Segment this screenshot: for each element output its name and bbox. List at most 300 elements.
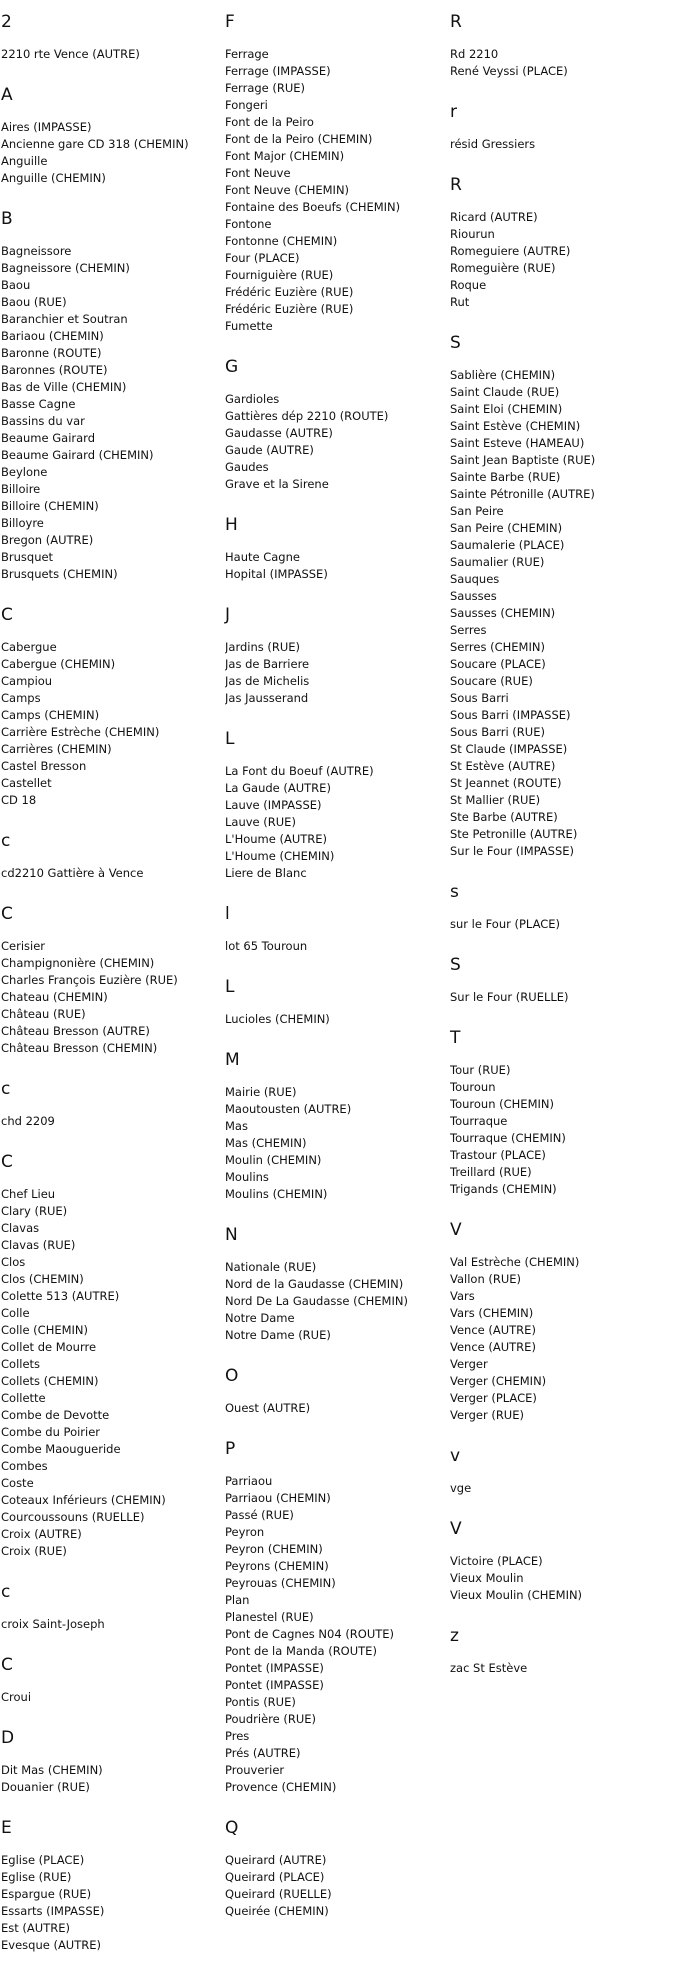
street-entry: Font Neuve (CHEMIN) xyxy=(225,183,350,197)
letter-heading: S xyxy=(450,333,461,353)
street-entry: La Font du Boeuf (AUTRE) xyxy=(225,764,374,778)
street-entry: Peyrouas (CHEMIN) xyxy=(225,1576,336,1590)
letter-heading: c xyxy=(1,831,11,851)
street-list xyxy=(225,1011,445,1028)
letter-heading: l xyxy=(225,904,230,924)
street-entry: Lucioles (CHEMIN) xyxy=(225,1012,330,1026)
letter-group xyxy=(1,831,221,882)
street-entry: Passé (RUE) xyxy=(225,1508,294,1522)
letter-group xyxy=(1,1728,221,1796)
street-entry: Anguille (CHEMIN) xyxy=(1,171,106,185)
street-entry: Baronnes (ROUTE) xyxy=(1,363,108,377)
street-entry: Pontet (IMPASSE) xyxy=(225,1661,324,1675)
letter-heading: L xyxy=(225,977,235,997)
street-list xyxy=(225,1852,445,1920)
street-entry: Pont de la Manda (ROUTE) xyxy=(225,1644,377,1658)
street-entry: Aires (IMPASSE) xyxy=(1,120,92,134)
letter-heading: 2 xyxy=(1,12,12,32)
street-entry: Touroun xyxy=(450,1080,496,1094)
letter-heading: S xyxy=(450,955,461,975)
letter-heading: C xyxy=(1,1655,13,1675)
street-entry: Peyron (CHEMIN) xyxy=(225,1542,323,1556)
street-entry: Clary (RUE) xyxy=(1,1204,68,1218)
street-entry: Trigands (CHEMIN) xyxy=(450,1182,557,1196)
street-entry: CD 18 xyxy=(1,793,37,807)
street-entry: Baronne (ROUTE) xyxy=(1,346,102,360)
street-entry: Colette 513 (AUTRE) xyxy=(1,1289,120,1303)
street-entry: Gaudes xyxy=(225,460,269,474)
street-list xyxy=(450,916,670,933)
street-entry: Victoire (PLACE) xyxy=(450,1554,543,1568)
street-entry: Frédéric Euzière (RUE) xyxy=(225,302,354,316)
street-entry: Sainte Barbe (RUE) xyxy=(450,470,561,484)
letter-group xyxy=(450,882,670,933)
street-entry: Champignonière (CHEMIN) xyxy=(1,956,155,970)
street-entry: Combe de Devotte xyxy=(1,1408,110,1422)
street-entry: Touroun (CHEMIN) xyxy=(450,1097,554,1111)
letter-heading: O xyxy=(225,1366,239,1386)
street-entry: cd2210 Gattière à Vence xyxy=(1,866,144,880)
street-entry: Font Major (CHEMIN) xyxy=(225,149,345,163)
letter-group xyxy=(450,1446,670,1497)
street-entry: Saint Esteve (HAMEAU) xyxy=(450,436,585,450)
street-entry: Collette xyxy=(1,1391,46,1405)
street-entry: Verger (RUE) xyxy=(450,1408,524,1422)
street-entry: Romeguiere (AUTRE) xyxy=(450,244,571,258)
street-entry: Combe Maougueride xyxy=(1,1442,121,1456)
street-entry: Nord de la Gaudasse (CHEMIN) xyxy=(225,1277,404,1291)
street-entry: Pres xyxy=(225,1729,250,1743)
street-list xyxy=(1,243,221,583)
street-entry: zac St Estève xyxy=(450,1661,528,1675)
street-entry: Riourun xyxy=(450,227,495,241)
street-entry: Queirée (CHEMIN) xyxy=(225,1904,329,1918)
letter-heading: V xyxy=(450,1220,462,1240)
street-entry: Haute Cagne xyxy=(225,550,300,564)
street-entry: Bariaou (CHEMIN) xyxy=(1,329,104,343)
street-list xyxy=(225,938,445,955)
letter-heading: c xyxy=(1,1582,11,1602)
street-entry: St Jeannet (ROUTE) xyxy=(450,776,562,790)
street-entry: Queirard (RUELLE) xyxy=(225,1887,332,1901)
street-entry: Coste xyxy=(1,1476,34,1490)
street-entry: Dit Mas (CHEMIN) xyxy=(1,1763,103,1777)
street-entry: Ferrage xyxy=(225,47,269,61)
street-entry: Lauve (IMPASSE) xyxy=(225,798,322,812)
street-entry: Château Bresson (AUTRE) xyxy=(1,1024,150,1038)
letter-group xyxy=(1,1582,221,1633)
letter-group xyxy=(225,1439,445,1796)
street-list xyxy=(225,763,445,882)
street-entry: Brusquets (CHEMIN) xyxy=(1,567,118,581)
street-entry: Rut xyxy=(450,295,470,309)
letter-group xyxy=(225,1366,445,1417)
letter-heading: s xyxy=(450,882,459,902)
street-entry: Sur le Four (IMPASSE) xyxy=(450,844,575,858)
letter-group xyxy=(450,102,670,153)
street-entry: Ste Barbe (AUTRE) xyxy=(450,810,558,824)
street-entry: Verger (PLACE) xyxy=(450,1391,537,1405)
letter-group xyxy=(225,977,445,1028)
street-entry: Coteaux Inférieurs (CHEMIN) xyxy=(1,1493,166,1507)
letter-heading: z xyxy=(450,1626,459,1646)
street-entry: Parriaou (CHEMIN) xyxy=(225,1491,331,1505)
street-entry: Brusquet xyxy=(1,550,54,564)
street-entry: Croui xyxy=(1,1690,32,1704)
letter-heading: E xyxy=(1,1818,12,1838)
letter-heading: C xyxy=(1,605,13,625)
letter-heading: G xyxy=(225,357,239,377)
street-entry: Collets xyxy=(1,1357,41,1371)
street-entry: La Gaude (AUTRE) xyxy=(225,781,331,795)
street-entry: Vallon (RUE) xyxy=(450,1272,522,1286)
letter-group xyxy=(225,357,445,493)
street-entry: Croix (RUE) xyxy=(1,1544,67,1558)
street-entry: Soucare (PLACE) xyxy=(450,657,546,671)
letter-heading: R xyxy=(450,12,462,32)
street-entry: Bagneissore xyxy=(1,244,72,258)
street-entry: Douanier (RUE) xyxy=(1,1780,90,1794)
street-entry: Baou xyxy=(1,278,31,292)
street-entry: Fongeri xyxy=(225,98,268,112)
street-entry: Sous Barri (IMPASSE) xyxy=(450,708,571,722)
letter-heading: Q xyxy=(225,1818,239,1838)
street-entry: Nationale (RUE) xyxy=(225,1260,317,1274)
street-entry: Collet de Mourre xyxy=(1,1340,97,1354)
street-entry: Bassins du var xyxy=(1,414,85,428)
street-entry: Chateau (CHEMIN) xyxy=(1,990,108,1004)
street-entry: Gaudasse (AUTRE) xyxy=(225,426,333,440)
street-entry: Castel Bresson xyxy=(1,759,87,773)
street-entry: croix Saint-Joseph xyxy=(1,1617,105,1631)
street-entry: Grave et la Sirene xyxy=(225,477,329,491)
letter-group xyxy=(1,1818,221,1954)
street-entry: Rd 2210 xyxy=(450,47,499,61)
street-entry: Tourraque xyxy=(450,1114,508,1128)
letter-group xyxy=(450,1028,670,1198)
street-entry: Jardins (RUE) xyxy=(225,640,301,654)
street-entry: Camps (CHEMIN) xyxy=(1,708,100,722)
letter-group xyxy=(225,904,445,955)
letter-group xyxy=(450,1519,670,1604)
letter-group xyxy=(1,904,221,1057)
street-entry: Nord De La Gaudasse (CHEMIN) xyxy=(225,1294,408,1308)
letter-group xyxy=(225,1818,445,1920)
street-entry: Sur le Four (RUELLE) xyxy=(450,990,569,1004)
street-entry: Moulins xyxy=(225,1170,269,1184)
letter-group xyxy=(450,1220,670,1424)
street-list xyxy=(225,549,445,583)
street-entry: Clos (CHEMIN) xyxy=(1,1272,84,1286)
street-entry: Sauques xyxy=(450,572,500,586)
street-entry: Saumalerie (PLACE) xyxy=(450,538,565,552)
street-entry: Ouest (AUTRE) xyxy=(225,1401,311,1415)
street-entry: Moulin (CHEMIN) xyxy=(225,1153,322,1167)
street-list xyxy=(1,865,221,882)
letter-group xyxy=(225,729,445,882)
letter-heading: r xyxy=(450,102,457,122)
street-entry: L'Houme (AUTRE) xyxy=(225,832,328,846)
street-entry: Cabergue (CHEMIN) xyxy=(1,657,116,671)
street-list xyxy=(450,136,670,153)
street-entry: Saint Claude (RUE) xyxy=(450,385,560,399)
street-entry: Font de la Peiro (CHEMIN) xyxy=(225,132,373,146)
street-entry: Beylone xyxy=(1,465,48,479)
street-entry: Saint Estève (CHEMIN) xyxy=(450,419,581,433)
street-entry: Sablière (CHEMIN) xyxy=(450,368,556,382)
street-entry: Mas (CHEMIN) xyxy=(225,1136,307,1150)
letter-group xyxy=(1,605,221,809)
street-list xyxy=(450,1553,670,1604)
letter-group xyxy=(450,12,670,80)
street-list xyxy=(450,1480,670,1497)
street-entry: St Mallier (RUE) xyxy=(450,793,541,807)
letter-heading: C xyxy=(1,1152,13,1172)
street-entry: Clos xyxy=(1,1255,26,1269)
street-entry: Essarts (IMPASSE) xyxy=(1,1904,105,1918)
letter-heading: D xyxy=(1,1728,15,1748)
street-entry: Queirard (PLACE) xyxy=(225,1870,325,1884)
street-entry: Vars (CHEMIN) xyxy=(450,1306,534,1320)
street-entry: Saint Eloi (CHEMIN) xyxy=(450,402,563,416)
street-entry: Gattières dép 2210 (ROUTE) xyxy=(225,409,389,423)
street-entry: René Veyssi (PLACE) xyxy=(450,64,568,78)
letter-group xyxy=(450,1626,670,1677)
street-entry: Soucare (RUE) xyxy=(450,674,533,688)
letter-group xyxy=(1,1079,221,1130)
street-list xyxy=(1,1113,221,1130)
street-entry: Pontet (IMPASSE) xyxy=(225,1678,324,1692)
street-entry: Combes xyxy=(1,1459,48,1473)
street-entry: Mas xyxy=(225,1119,248,1133)
street-entry: Colle xyxy=(1,1306,30,1320)
street-entry: Basse Cagne xyxy=(1,397,76,411)
street-entry: Ferrage (RUE) xyxy=(225,81,306,95)
street-list xyxy=(1,1852,221,1954)
street-entry: Font de la Peiro xyxy=(225,115,314,129)
street-entry: Est (AUTRE) xyxy=(1,1921,70,1935)
street-entry: Lauve (RUE) xyxy=(225,815,296,829)
street-entry: Beaume Gairard (CHEMIN) xyxy=(1,448,154,462)
letter-group xyxy=(225,605,445,707)
street-entry: Billoyre xyxy=(1,516,44,530)
street-entry: Notre Dame (RUE) xyxy=(225,1328,331,1342)
street-entry: Poudrière (RUE) xyxy=(225,1712,317,1726)
street-entry: Trastour (PLACE) xyxy=(450,1148,546,1162)
street-entry: Vieux Moulin (CHEMIN) xyxy=(450,1588,583,1602)
street-entry: Roque xyxy=(450,278,487,292)
street-entry: Castellet xyxy=(1,776,52,790)
letter-group xyxy=(450,333,670,860)
street-list xyxy=(450,989,670,1006)
letter-heading: J xyxy=(225,605,231,625)
letter-heading: B xyxy=(1,209,13,229)
street-entry: Ferrage (IMPASSE) xyxy=(225,64,331,78)
street-entry: Saumalier (RUE) xyxy=(450,555,545,569)
street-entry: Notre Dame xyxy=(225,1311,295,1325)
street-entry: Eglise (RUE) xyxy=(1,1870,72,1884)
letter-heading: M xyxy=(225,1050,240,1070)
street-entry: Sausses (CHEMIN) xyxy=(450,606,556,620)
street-entry: Bregon (AUTRE) xyxy=(1,533,94,547)
street-list xyxy=(225,1259,445,1344)
street-list xyxy=(1,1616,221,1633)
street-entry: Gaude (AUTRE) xyxy=(225,443,314,457)
street-entry: Fontonne (CHEMIN) xyxy=(225,234,338,248)
street-entry: Frédéric Euzière (RUE) xyxy=(225,285,354,299)
street-list xyxy=(1,1689,221,1706)
street-entry: Baranchier et Soutran xyxy=(1,312,128,326)
street-entry: Liere de Blanc xyxy=(225,866,307,880)
street-entry: Sausses xyxy=(450,589,497,603)
street-entry: Sainte Pétronille (AUTRE) xyxy=(450,487,595,501)
street-entry: Colle (CHEMIN) xyxy=(1,1323,89,1337)
street-entry: Chef Lieu xyxy=(1,1187,56,1201)
street-list xyxy=(1,119,221,187)
street-entry: Cerisier xyxy=(1,939,46,953)
street-entry: vge xyxy=(450,1481,472,1495)
street-entry: Plan xyxy=(225,1593,250,1607)
street-entry: Queirard (AUTRE) xyxy=(225,1853,327,1867)
index-column-3 xyxy=(450,0,670,1677)
street-entry: Cabergue xyxy=(1,640,57,654)
letter-group xyxy=(450,175,670,311)
street-entry: Jas de Michelis xyxy=(225,674,310,688)
letter-group xyxy=(225,12,445,335)
letter-group xyxy=(1,1152,221,1560)
street-entry: Prés (AUTRE) xyxy=(225,1746,301,1760)
street-entry: Font Neuve xyxy=(225,166,291,180)
street-entry: Jas de Barriere xyxy=(225,657,310,671)
street-entry: Jas Jausserand xyxy=(225,691,309,705)
street-entry: Evesque (AUTRE) xyxy=(1,1938,101,1952)
street-list xyxy=(450,209,670,311)
street-list xyxy=(1,938,221,1057)
street-list xyxy=(450,46,670,80)
street-entry: Château Bresson (CHEMIN) xyxy=(1,1041,158,1055)
street-entry: Vence (AUTRE) xyxy=(450,1340,536,1354)
street-entry: Mairie (RUE) xyxy=(225,1085,297,1099)
street-entry: Treillard (RUE) xyxy=(450,1165,532,1179)
letter-heading: P xyxy=(225,1439,236,1459)
street-entry: Croix (AUTRE) xyxy=(1,1527,82,1541)
street-entry: Ancienne gare CD 318 (CHEMIN) xyxy=(1,137,189,151)
letter-heading: v xyxy=(450,1446,461,1466)
street-entry: San Peire (CHEMIN) xyxy=(450,521,563,535)
street-entry: Serres xyxy=(450,623,487,637)
street-entry: Clavas (RUE) xyxy=(1,1238,76,1252)
letter-group xyxy=(225,1050,445,1203)
street-entry: Planestel (RUE) xyxy=(225,1610,314,1624)
street-entry: L'Houme (CHEMIN) xyxy=(225,849,335,863)
street-entry: Provence (CHEMIN) xyxy=(225,1780,337,1794)
street-entry: Baou (RUE) xyxy=(1,295,67,309)
street-entry: Combe du Poirier xyxy=(1,1425,101,1439)
street-entry: Tourraque (CHEMIN) xyxy=(450,1131,566,1145)
street-entry: Billoire (CHEMIN) xyxy=(1,499,99,513)
letter-group xyxy=(225,1225,445,1344)
street-entry: Tour (RUE) xyxy=(450,1063,511,1077)
street-entry: Pont de Cagnes N04 (ROUTE) xyxy=(225,1627,395,1641)
street-entry: Maoutousten (AUTRE) xyxy=(225,1102,352,1116)
street-entry: Fumette xyxy=(225,319,273,333)
street-entry: Carrières (CHEMIN) xyxy=(1,742,112,756)
street-entry: Carrière Estrèche (CHEMIN) xyxy=(1,725,160,739)
letter-heading: c xyxy=(1,1079,11,1099)
letter-group xyxy=(1,209,221,583)
letter-heading: V xyxy=(450,1519,462,1539)
street-entry: chd 2209 xyxy=(1,1114,55,1128)
street-entry: Verger (CHEMIN) xyxy=(450,1374,547,1388)
street-entry: Sous Barri (RUE) xyxy=(450,725,545,739)
letter-heading: A xyxy=(1,85,13,105)
street-entry: Verger xyxy=(450,1357,488,1371)
street-list xyxy=(1,1186,221,1560)
letter-heading: L xyxy=(225,729,235,749)
street-entry: Fourniguière (RUE) xyxy=(225,268,334,282)
street-entry: Vars xyxy=(450,1289,475,1303)
street-entry: Peyrons (CHEMIN) xyxy=(225,1559,329,1573)
index-column-1 xyxy=(1,0,221,1954)
street-entry: Four (PLACE) xyxy=(225,251,300,265)
letter-heading: T xyxy=(450,1028,461,1048)
index-column-2 xyxy=(225,0,445,1920)
street-entry: Hopital (IMPASSE) xyxy=(225,567,328,581)
street-list xyxy=(225,1084,445,1203)
street-entry: Courcoussouns (RUELLE) xyxy=(1,1510,145,1524)
street-list xyxy=(450,1254,670,1424)
street-entry: 2210 rte Vence (AUTRE) xyxy=(1,47,140,61)
street-entry: St Claude (IMPASSE) xyxy=(450,742,568,756)
street-entry: sur le Four (PLACE) xyxy=(450,917,561,931)
letter-group xyxy=(225,515,445,583)
street-list xyxy=(450,367,670,860)
street-entry: Anguille xyxy=(1,154,48,168)
street-entry: Sous Barri xyxy=(450,691,509,705)
letter-heading: H xyxy=(225,515,238,535)
street-entry: Fontaine des Boeufs (CHEMIN) xyxy=(225,200,401,214)
street-entry: Romeguière (RUE) xyxy=(450,261,556,275)
street-list xyxy=(225,1473,445,1796)
street-entry: Fontone xyxy=(225,217,272,231)
street-list xyxy=(1,639,221,809)
street-entry: Peyron xyxy=(225,1525,265,1539)
letter-group xyxy=(1,1655,221,1706)
letter-heading: C xyxy=(1,904,13,924)
letter-heading: R xyxy=(450,175,462,195)
street-list xyxy=(1,1762,221,1796)
street-list xyxy=(1,46,221,63)
letter-group xyxy=(1,12,221,63)
street-entry: Espargue (RUE) xyxy=(1,1887,92,1901)
street-entry: Val Estrèche (CHEMIN) xyxy=(450,1255,580,1269)
letter-group xyxy=(1,85,221,187)
street-entry: Camps xyxy=(1,691,41,705)
street-entry: Pontis (RUE) xyxy=(225,1695,296,1709)
street-list xyxy=(450,1062,670,1198)
street-entry: Billoire xyxy=(1,482,41,496)
street-entry: lot 65 Touroun xyxy=(225,939,308,953)
street-entry: Eglise (PLACE) xyxy=(1,1853,85,1867)
street-entry: Moulins (CHEMIN) xyxy=(225,1187,328,1201)
street-entry: Prouverier xyxy=(225,1763,285,1777)
street-entry: Château (RUE) xyxy=(1,1007,86,1021)
street-list xyxy=(225,1400,445,1417)
street-entry: Beaume Gairard xyxy=(1,431,95,445)
street-entry: Serres (CHEMIN) xyxy=(450,640,545,654)
letter-heading: F xyxy=(225,12,235,32)
street-entry: Clavas xyxy=(1,1221,40,1235)
